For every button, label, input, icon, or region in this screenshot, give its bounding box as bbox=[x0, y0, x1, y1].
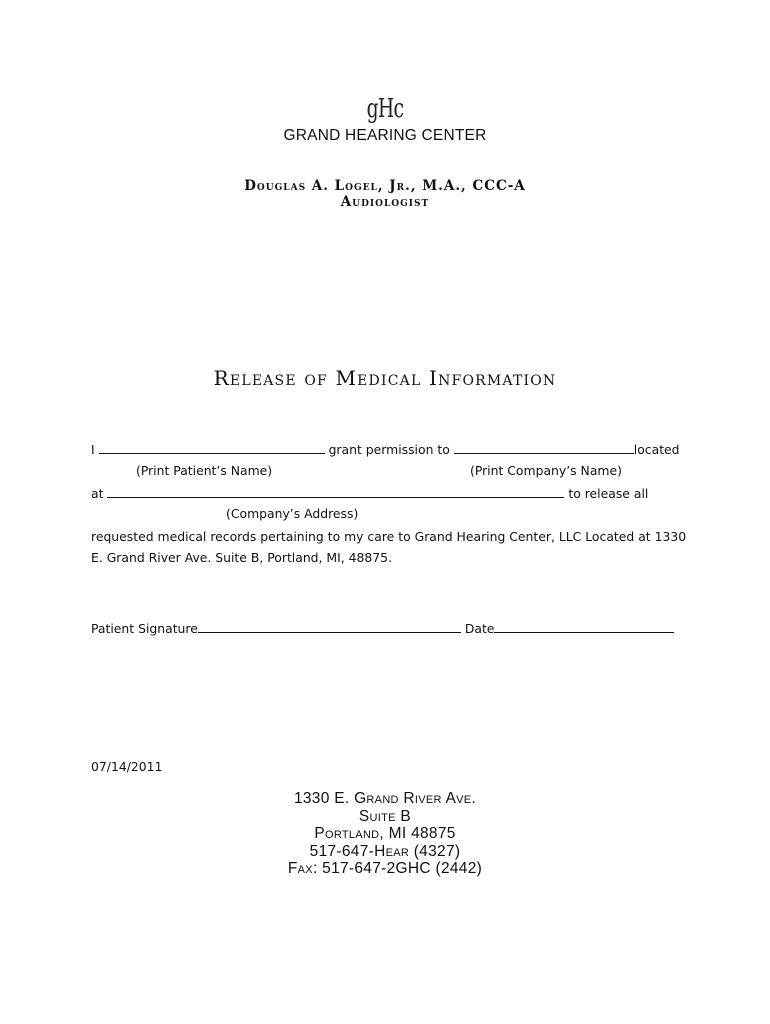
doctor-title: Audiologist bbox=[340, 194, 430, 210]
consent-suffix: located bbox=[633, 442, 680, 457]
address-suite: Suite B bbox=[358, 807, 412, 825]
consent-line-2 bbox=[91, 485, 648, 501]
document-title: Release of Medical Information bbox=[213, 366, 557, 390]
patient-name-field[interactable] bbox=[99, 441, 325, 454]
release-paragraph-line-1: requested medical records pertaining to my care to Grand Hearing Center, LLC Located at 1330 bbox=[91, 529, 687, 544]
doctor-name: Douglas A. Logel, Jr., M.A., CCC-A bbox=[244, 178, 526, 194]
consent-prefix: I bbox=[91, 442, 95, 457]
consent-line-1 bbox=[91, 441, 680, 457]
address-fax: Fax: 517-647-2GHC (2442) bbox=[287, 860, 483, 877]
company-address-caption: (Company’s Address) bbox=[226, 506, 359, 521]
form-date: 07/14/2011 bbox=[91, 759, 163, 774]
date-field[interactable] bbox=[494, 620, 674, 633]
company-address-field[interactable] bbox=[107, 485, 564, 498]
signature-row bbox=[91, 620, 674, 636]
company-name-field[interactable] bbox=[454, 441, 634, 454]
address-prefix: at bbox=[91, 486, 104, 501]
address-suffix: to release all bbox=[568, 486, 649, 501]
footer-address bbox=[0, 790, 770, 878]
company-name-caption: (Print Company’s Name) bbox=[470, 463, 622, 478]
signature-label: Patient Signature bbox=[91, 621, 198, 636]
patient-name-caption: (Print Patient’s Name) bbox=[136, 463, 273, 478]
signature-field[interactable] bbox=[198, 620, 461, 633]
company-name: GRAND HEARING CENTER bbox=[283, 127, 487, 144]
address-street: 1330 E. Grand River Ave. bbox=[293, 790, 477, 807]
consent-middle: grant permission to bbox=[328, 442, 450, 457]
date-label: Date bbox=[464, 621, 495, 636]
release-paragraph-line-2: E. Grand River Ave. Suite B, Portland, MI, 48875. bbox=[91, 550, 393, 565]
company-logo: gHc bbox=[366, 94, 404, 124]
address-phone: 517-647-Hear (4327) bbox=[309, 842, 461, 860]
address-city: Portland, MI 48875 bbox=[314, 825, 456, 842]
